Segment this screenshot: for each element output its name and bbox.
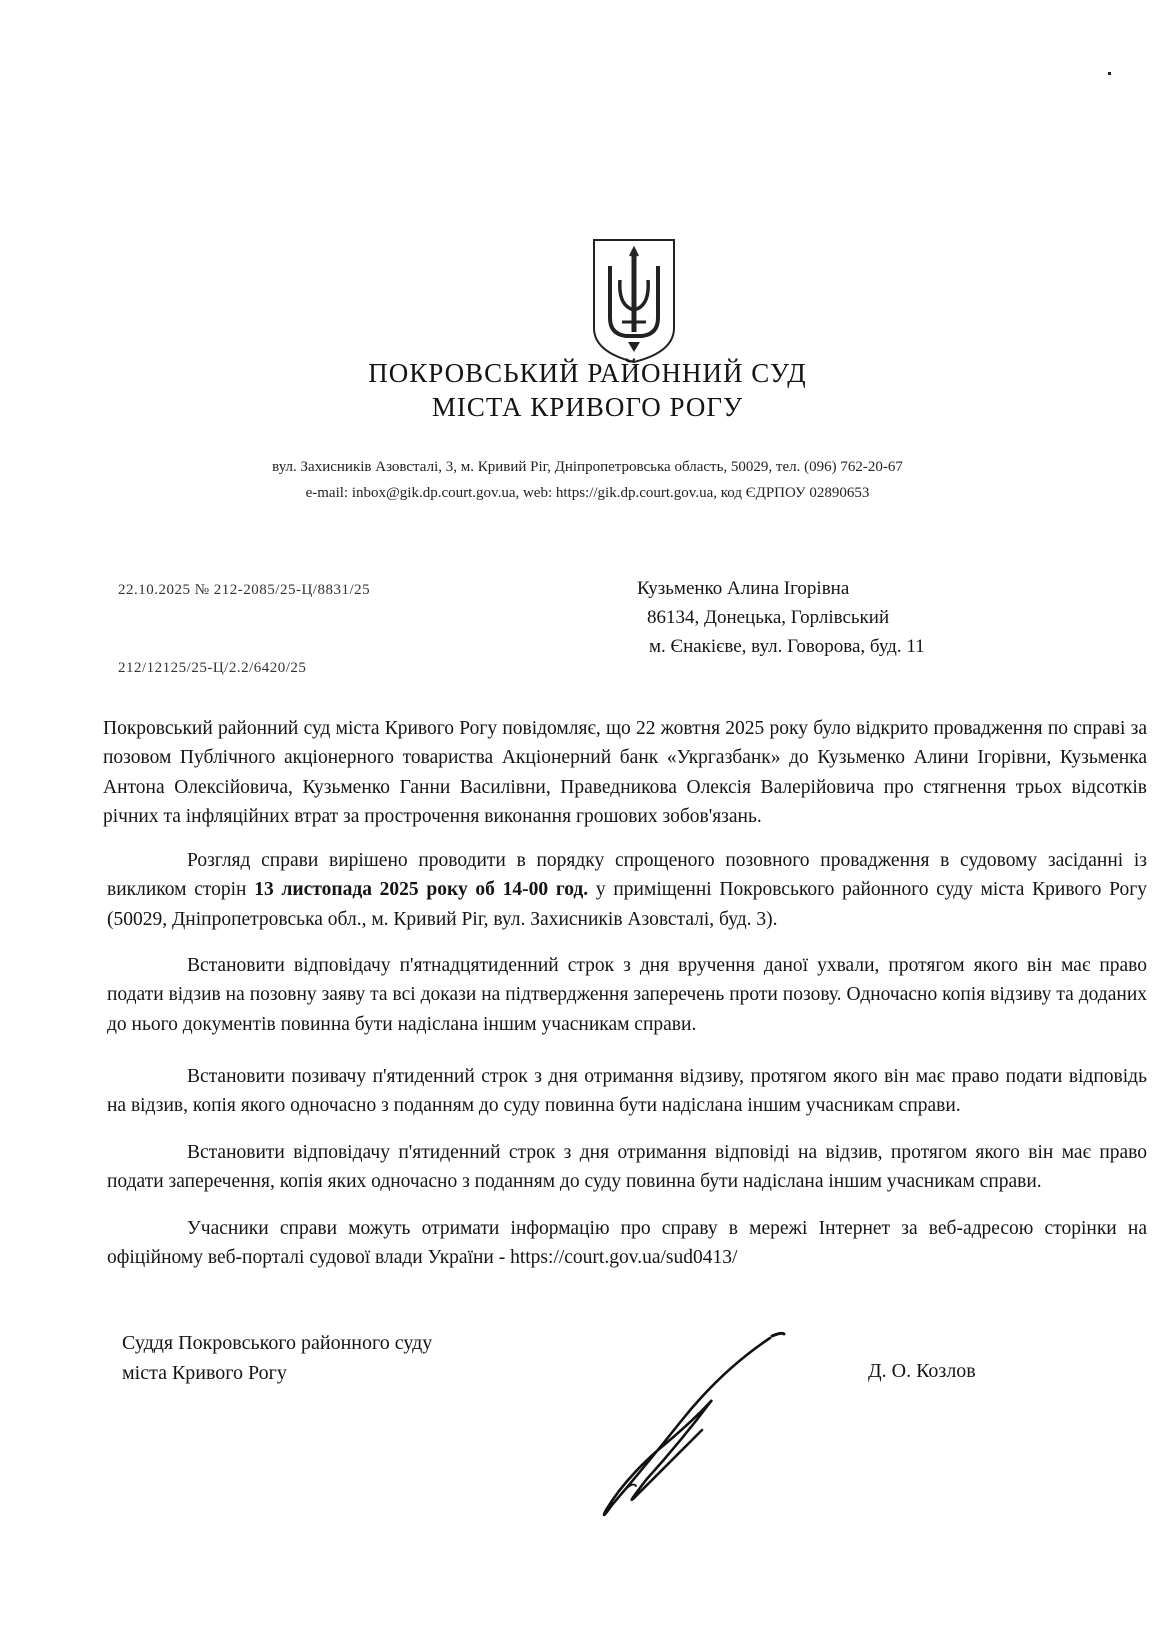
case-number: 212/12125/25-Ц/2.2/6420/25 [118,660,307,676]
judge-title [122,1328,432,1388]
body-paragraph-5: Встановити відповідачу п'ятиденний строк з дня отримання відповіді на відзив, протягом якого він має право подати заперечення, копія яких одночасно з поданням до суду повинна бути надіслана іншим учасникам справи. [107,1142,1147,1193]
recipient-address-line1: 86134, Донецька, Горлівський [647,607,890,628]
recipient-name: Кузьменко Алина Ігорівна [637,578,850,599]
coat-of-arms-emblem [588,236,680,364]
body-paragraph-2-tail: у приміщенні Покровського районного суду міста Кривого Рогу (50029, Дніпропетровська обл., м. Кривий Ріг, вул. Захисників Азовсталі, буд. 3). [107,879,1147,930]
recipient-address-line2: м. Єнакієве, вул. Говорова, буд. 11 [649,636,925,657]
judge-title-line2: міста Кривого Рогу [122,1362,287,1384]
hearing-date: 13 листопада 2025 року об 14-00 год. [254,879,589,901]
court-contact-web: e-mail: inbox@gik.dp.court.gov.ua, web: https://gik.dp.court.gov.ua, код ЄДРПОУ 02890653 [305,485,870,501]
court-name-line1: ПОКРОВСЬКИЙ РАЙОННИЙ СУД [368,358,807,388]
body-paragraph-6: Учасники справи можуть отримати інформацію про справу в мережі Інтернет за веб-адресою сторінки на офіційному веб-порталі судової влади України - https://court.gov.ua/sud0413/ [107,1218,1147,1269]
body-paragraph-2-text: Розгляд справи вирішено проводити в порядку спрощеного позовного провадження в судовому засіданні із викликом сторін [107,850,1147,901]
judge-name: Д. О. Козлов [868,1360,976,1382]
scan-speck [1108,72,1111,75]
outgoing-reference-number: 22.10.2025 № 212-2085/25-Ц/8831/25 [118,582,371,598]
body-paragraph-2 [107,846,1147,934]
court-name-line2: МІСТА КРИВОГО РОГУ [431,392,744,422]
body-paragraph-4: Встановити позивачу п'ятиденний строк з дня отримання відзиву, протягом якого він має право подати відповідь на відзив, копія якого одночасно з поданням до суду повинна бути надіслана іншим учасникам справи. [107,1066,1147,1117]
recipient-block [637,574,925,661]
court-contact-address: вул. Захисників Азовсталі, 3, м. Кривий Ріг, Дніпропетровська область, 50029, тел. (096) 762-20-67 [272,459,903,475]
body-paragraph-1: Покровський районний суд міста Кривого Рогу повідомляє, що 22 жовтня 2025 року було відкрито провадження по справі за позовом Публічного акціонерного товариства Акціонерний банк «Укргазбанк» до Кузьменко Алини Ігорівни, Кузьменка Антона Олексійовича, Кузьменко Ганни Василівни, Праведникова Олексія Валерійовича про стягнення трьох відсотків річних та інфляційних втрат за прострочення виконання грошових зобов'язань. [103,718,1147,828]
judge-title-line1: Суддя Покровського районного суду [122,1332,433,1354]
handwritten-signature [572,1330,812,1530]
body-paragraph-3: Встановити відповідачу п'ятнадцятиденний строк з дня вручення даної ухвали, протягом якого він має право подати відзив на позовну заяву та всі докази на підтвердження заперечень проти позову. Одночасно копія відзиву та доданих до нього документів повинна бути надіслана іншим учасникам справи. [107,955,1147,1035]
